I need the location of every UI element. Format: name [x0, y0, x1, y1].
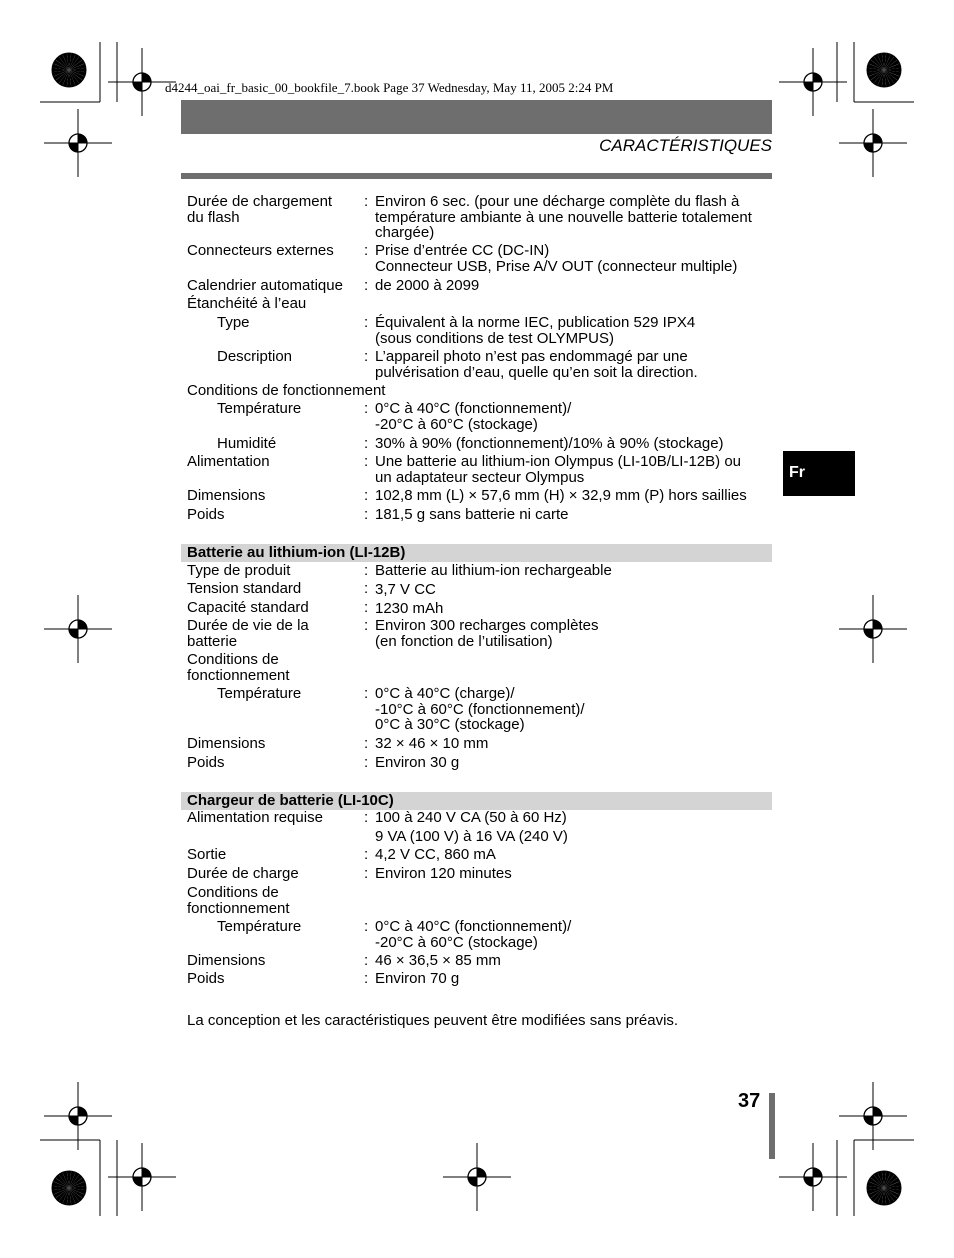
spec-value — [375, 953, 775, 969]
spec-label-line: Poids — [187, 754, 225, 771]
spec-value-line: 100 à 240 V CA (50 à 60 Hz) — [375, 809, 567, 826]
spec-label-line: Humidité — [217, 435, 277, 452]
spec-value-line: 102,8 mm (L) × 57,6 mm (H) × 32,9 mm (P) hors saillies — [375, 487, 747, 504]
spec-label-line: Température — [217, 400, 302, 417]
spec-value — [375, 736, 775, 752]
spec-label-line: Durée de vie de la — [187, 617, 309, 634]
spec-value — [375, 755, 775, 771]
spec-label-line: Tension standard — [187, 580, 302, 597]
spec-value-line: -20°C à 60°C (stockage) — [375, 415, 538, 433]
spec-label-line: fonctionnement — [187, 666, 290, 684]
spec-separator: : — [364, 562, 369, 579]
spec-label — [187, 736, 362, 752]
spec-separator: : — [364, 193, 369, 210]
spec-label-line: Type — [217, 314, 250, 331]
spec-value — [375, 810, 775, 844]
spec-label — [187, 885, 362, 916]
spec-label — [187, 507, 362, 523]
spec-value — [375, 601, 775, 617]
spec-label-line: batterie — [187, 632, 238, 650]
print-header: d4244_oai_fr_basic_00_bookfile_7.book Page 37 Wednesday, May 11, 2005 2:24 PM — [165, 80, 614, 95]
spec-label-line: du flash — [187, 208, 240, 226]
spec-value-line: Une batterie au lithium-ion Olympus (LI-10B/LI-12B) ou — [375, 453, 742, 470]
spec-label — [187, 847, 362, 863]
spec-separator: : — [364, 970, 369, 987]
spec-label-line: Capacité standard — [187, 599, 309, 616]
spec-value-line: Environ 30 g — [375, 754, 460, 771]
spec-value-line: Environ 6 sec. (pour une décharge complète du flash à — [375, 193, 740, 210]
spec-value — [375, 488, 775, 504]
spec-value-line: L’appareil photo n’est pas endommagé par une — [375, 348, 688, 365]
title-bar — [181, 100, 772, 134]
spec-label-line: Poids — [187, 970, 225, 987]
spec-label-line: Sortie — [187, 846, 227, 863]
spec-separator: : — [364, 846, 369, 863]
spec-value — [375, 454, 775, 485]
spec-value — [375, 278, 775, 294]
spec-value-line: 0°C à 30°C (stockage) — [375, 716, 525, 733]
spec-separator: : — [364, 754, 369, 771]
spec-separator: : — [364, 348, 369, 365]
spec-label — [187, 652, 362, 683]
spec-separator: : — [364, 242, 369, 259]
spec-label — [187, 194, 362, 225]
spec-value-line: Batterie au lithium-ion rechargeable — [375, 562, 612, 579]
spec-label — [187, 600, 362, 616]
spec-label-line: Dimensions — [187, 952, 266, 969]
spec-label — [187, 953, 362, 969]
spec-label — [187, 810, 362, 826]
spec-separator: : — [364, 599, 369, 616]
spec-label-line: Type de produit — [187, 562, 291, 579]
disclaimer-note: La conception et les caractéristiques peuvent être modifiées sans préavis. — [187, 1012, 679, 1029]
spec-label-line: Durée de chargement — [187, 193, 333, 210]
spec-value — [375, 436, 775, 452]
spec-label — [187, 618, 362, 649]
spec-separator: : — [364, 277, 369, 294]
spec-value — [375, 919, 775, 950]
spec-separator: : — [364, 735, 369, 752]
spec-separator: : — [364, 506, 369, 523]
spec-value — [375, 686, 775, 733]
charger-section-header: Chargeur de batterie (LI-10C) — [181, 792, 772, 810]
spec-value — [375, 194, 775, 241]
spec-value — [375, 315, 775, 346]
spec-value-line: (sous conditions de test OLYMPUS) — [375, 329, 614, 347]
spec-value-line: -20°C à 60°C (stockage) — [375, 933, 538, 951]
language-tab: Fr — [783, 451, 855, 496]
spec-value-line: 0°C à 40°C (fonctionnement)/ — [375, 400, 572, 417]
spec-separator: : — [364, 400, 369, 417]
spec-separator: : — [364, 580, 369, 597]
spec-value-line: Prise d’entrée CC (DC-IN) — [375, 242, 550, 259]
spec-value — [375, 563, 775, 579]
spec-value — [375, 618, 775, 649]
spec-value-line: 0°C à 40°C (charge)/ — [375, 685, 515, 702]
spec-value-line: Équivalent à la norme IEC, publication 529 IPX4 — [375, 314, 696, 331]
spec-label-line: Connecteurs externes — [187, 242, 334, 259]
spec-label-line: Poids — [187, 506, 225, 523]
spec-label-line: fonctionnement — [187, 899, 290, 917]
spec-value — [375, 507, 775, 523]
spec-value — [375, 582, 775, 598]
spec-label-line: Dimensions — [187, 487, 266, 504]
spec-value-line: 3,7 V CC — [375, 581, 436, 598]
spec-value-line: un adaptateur secteur Olympus — [375, 468, 585, 486]
spec-label-line: Température — [217, 918, 302, 935]
spec-separator: : — [364, 453, 369, 470]
spec-label-line: Étanchéité à l’eau — [187, 295, 307, 312]
spec-value-line: Environ 300 recharges complètes — [375, 617, 599, 634]
spec-separator: : — [364, 617, 369, 634]
spec-label-line: Température — [217, 685, 302, 702]
spec-value-line: -10°C à 60°C (fonctionnement)/ — [375, 700, 585, 718]
spec-value-line: 0°C à 40°C (fonctionnement)/ — [375, 918, 572, 935]
spec-value-line: 4,2 V CC, 860 mA — [375, 846, 496, 863]
spec-value-line: 9 VA (100 V) à 16 VA (240 V) — [375, 827, 568, 845]
spec-value-line: chargée) — [375, 224, 435, 241]
page-number: 37 — [738, 1090, 761, 1112]
spec-value-line: 30% à 90% (fonctionnement)/10% à 90% (stockage) — [375, 435, 724, 452]
spec-label — [187, 488, 362, 504]
spec-label-line: Dimensions — [187, 735, 266, 752]
spec-value — [375, 401, 775, 432]
spec-label — [187, 563, 362, 579]
spec-separator: : — [364, 685, 369, 702]
spec-label-line: Calendrier automatique — [187, 277, 343, 294]
spec-label — [187, 243, 362, 259]
spec-value-line: (en fonction de l’utilisation) — [375, 632, 553, 650]
spec-value — [375, 243, 775, 274]
spec-value-line: pulvérisation d’eau, quelle qu’en soit la direction. — [375, 363, 698, 381]
spec-value — [375, 971, 775, 987]
spec-separator: : — [364, 865, 369, 882]
spec-separator: : — [364, 809, 369, 826]
spec-label — [187, 866, 362, 882]
spec-value-line: 46 × 36,5 × 85 mm — [375, 952, 501, 969]
spec-value — [375, 349, 775, 380]
spec-label-line: Conditions de — [187, 884, 279, 901]
spec-separator: : — [364, 918, 369, 935]
spec-value-line: Environ 120 minutes — [375, 865, 512, 882]
spec-value-line: 1230 mAh — [375, 600, 444, 617]
spec-label-line: Durée de charge — [187, 865, 299, 882]
battery-section-header: Batterie au lithium-ion (LI-12B) — [181, 544, 772, 562]
spec-label — [187, 454, 362, 470]
spec-separator: : — [364, 487, 369, 504]
spec-label — [187, 296, 362, 312]
spec-separator: : — [364, 314, 369, 331]
spec-value-line: Environ 70 g — [375, 970, 460, 987]
spec-label-line: Alimentation — [187, 453, 270, 470]
spec-value-line: 32 × 46 × 10 mm — [375, 735, 489, 752]
spec-label-line: Description — [217, 348, 293, 365]
spec-value-line: de 2000 à 2099 — [375, 277, 480, 294]
spec-value-line: 181,5 g sans batterie ni carte — [375, 506, 569, 523]
spec-label — [187, 278, 362, 294]
spec-label — [187, 971, 362, 987]
section-title: CARACTÉRISTIQUES — [599, 136, 772, 155]
spec-separator: : — [364, 435, 369, 452]
spec-value — [375, 847, 775, 863]
spec-label-line: Conditions de fonctionnement — [187, 382, 386, 399]
spec-label — [187, 581, 362, 597]
spec-label-line: Conditions de — [187, 651, 279, 668]
spec-value-line: Connecteur USB, Prise A/V OUT (connecteur multiple) — [375, 257, 738, 275]
spec-label — [187, 382, 386, 399]
spec-label-line: Alimentation requise — [187, 809, 323, 826]
spec-separator: : — [364, 952, 369, 969]
spec-value-line: température ambiante à une nouvelle batterie totalement — [375, 208, 752, 226]
page-bar — [769, 1093, 775, 1159]
spec-label — [187, 755, 362, 771]
title-rule — [181, 173, 772, 179]
spec-value — [375, 866, 775, 882]
